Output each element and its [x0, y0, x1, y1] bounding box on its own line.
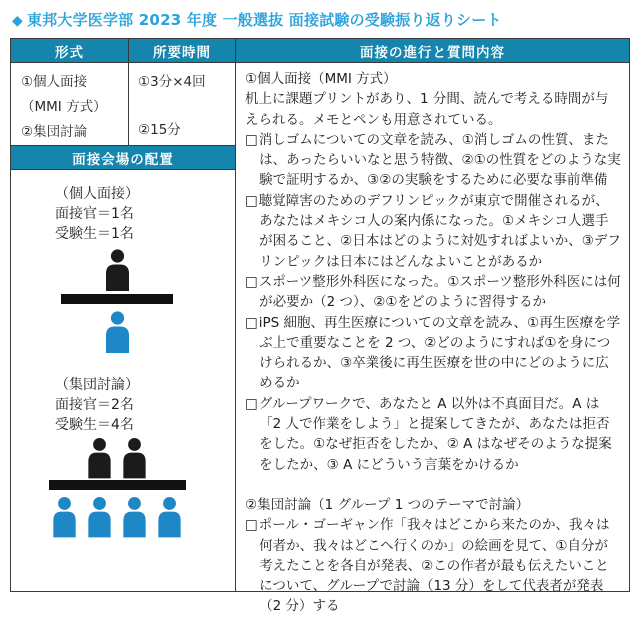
question-content-cell	[236, 63, 629, 615]
format-line-1: ①個人面接	[21, 74, 88, 90]
group-interviewer-count: 面接官＝2名	[55, 397, 134, 413]
diamond-icon: ◆	[12, 13, 23, 29]
examinee-row	[11, 311, 223, 353]
examinee-person-icon	[119, 496, 150, 538]
interview-table-bar	[61, 294, 173, 304]
page-title	[12, 9, 628, 30]
group-examinee-count: 受験生＝4名	[55, 417, 134, 433]
question-text: ポール・ゴーギャン作「我々はどこから来たのか、我々は何者か、我々はどこへ行くのか」の絵画を見て、①自分が考えたことを各自が発表、②この作者が最も伝えたいことについて、グループで討論（13 分）をして代表者が発表（2 分）する	[258, 517, 610, 615]
examinee-person-icon	[101, 311, 134, 353]
group-discussion-label: （集団討論）	[55, 377, 139, 393]
column-header-duration: 所要時間	[129, 39, 236, 63]
duration-line-1: ①3分×4回	[138, 74, 206, 90]
question-text: 消しゴムについての文章を読み、①消しゴムの性質、または、あったらいいなと思う特徴、②①の性質をどのような実験で証明するか、③②の実験をするために必要な事前準備	[258, 131, 621, 189]
venue-layout-header: 面接会場の配置	[11, 146, 236, 170]
venue-layout-diagram	[11, 170, 236, 591]
format-cell	[11, 63, 129, 146]
mmi-intro: 机上に課題プリントがあり、1 分間、読んで考える時間が与えられる。メモとペンも用意されている。	[245, 91, 609, 128]
individual-interview-label: （個人面接）	[55, 186, 139, 202]
interviewer-person-icon	[101, 249, 134, 291]
question-text: iPS 細胞、再生医療についての文章を読み、①再生医療を学ぶ上で重要なことを 2 つ、②どのようにすれば①を身につけられるか、③卒業後に再生医療を世の中にどのように広めるか	[258, 314, 621, 392]
individual-examinee-count: 受験生＝1名	[55, 226, 134, 242]
duration-line-2: ②15分	[138, 122, 181, 138]
question-text: グループワークで、あなたと A 以外は不真面目だ。A は「2 人で作業をしよう」と提案してきたが、あなたは拒否をした。①なぜ拒否をしたか、② A はなぜそのような提案をしたか、③ A にどういう言葉をかけるか	[258, 395, 612, 473]
checkbox-icon: □	[245, 314, 258, 331]
interviewer-row	[11, 249, 223, 291]
question-item	[245, 272, 621, 313]
interviewer-row	[11, 437, 223, 479]
examinee-person-icon	[84, 496, 115, 538]
individual-interview-figures	[11, 249, 223, 353]
checkbox-icon: □	[245, 517, 258, 534]
question-item	[245, 515, 621, 616]
group-discussion-labels	[55, 375, 235, 435]
interviewer-person-icon	[119, 437, 150, 479]
interviewer-person-icon	[84, 437, 115, 479]
interview-table	[10, 38, 630, 615]
examinee-person-icon	[49, 496, 80, 538]
question-item	[245, 191, 621, 272]
group-discussion-figures	[11, 437, 223, 538]
checkbox-icon: □	[245, 395, 258, 412]
interview-table-bar	[49, 480, 186, 490]
checkbox-icon: □	[245, 131, 258, 148]
individual-interviewer-count: 面接官＝1名	[55, 206, 134, 222]
format-line-2: （MMI 方式）	[21, 99, 107, 115]
question-item	[245, 130, 621, 191]
column-header-content: 面接の進行と質問内容	[236, 39, 629, 63]
individual-interview-labels	[55, 184, 235, 244]
duration-cell	[129, 63, 236, 146]
group-discussion-section-title: ②集団討論（1 グループ 1 つのテーマで討論）	[245, 496, 530, 513]
page-title-text: 東邦大学医学部 2023 年度 一般選抜 面接試験の受験振り返りシート	[26, 11, 502, 29]
column-header-format: 形式	[11, 39, 129, 63]
examinee-row	[11, 496, 223, 538]
checkbox-icon: □	[245, 273, 258, 290]
question-text: 聴覚障害のためのデフリンピックが東京で開催されるが、あなたはメキシコ人の案内係になった。①メキシコ人選手が困ること、②日本はどのように対処すればよいか、③デフリンピックは日本にはどんなよいことがあるか	[258, 192, 621, 270]
question-item	[245, 394, 621, 475]
format-line-3: ②集団討論	[21, 124, 88, 140]
examinee-person-icon	[154, 496, 185, 538]
question-item	[245, 313, 621, 394]
question-text: スポーツ整形外科医になった。①スポーツ整形外科医には何が必要か（2 つ）、②①をどのように習得するか	[258, 273, 621, 311]
mmi-section-title: ①個人面接（MMI 方式）	[245, 71, 397, 87]
checkbox-icon: □	[245, 192, 258, 209]
